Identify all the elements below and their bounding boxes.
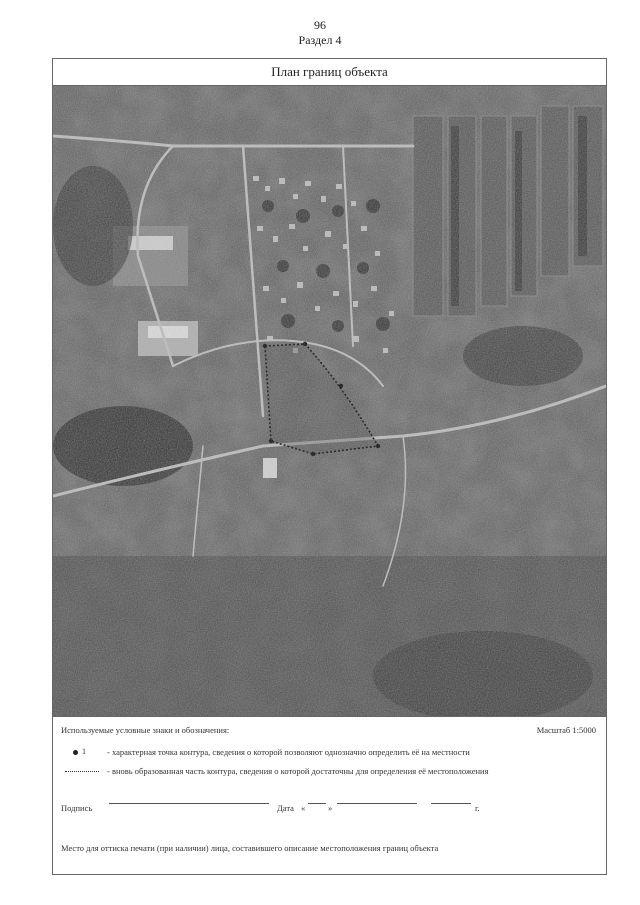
page-number: 96 (314, 18, 326, 32)
date-month-line (337, 803, 417, 804)
signature-line (109, 803, 269, 804)
satellite-image (53, 86, 606, 716)
point-description: - характерная точка контура, сведения о которой позволяют однозначно определить её на местности (107, 747, 470, 757)
plan-title: План границ объекта (53, 59, 606, 86)
legend-title: Используемые условные знаки и обозначения: (61, 725, 230, 735)
date-quote-close: » (328, 803, 333, 813)
satellite-map (53, 86, 606, 716)
scale-label: Масштаб 1:5000 (536, 725, 596, 735)
signature-label: Подпись (61, 803, 93, 813)
date-year-line (431, 803, 471, 804)
plan-frame (52, 58, 607, 875)
section-title: Раздел 4 (298, 33, 342, 47)
line-symbol (61, 766, 105, 778)
stamp-place-text: Место для оттиска печати (при наличии) лица, составившего описание местоположения границ объекта (61, 843, 439, 853)
point-symbol (61, 747, 105, 759)
date-label: Дата (277, 803, 294, 813)
dotted-line-icon (65, 771, 99, 772)
date-quote-open: « (301, 803, 306, 813)
year-suffix: г. (475, 803, 480, 813)
signature-row (61, 803, 601, 817)
point-number: 1 (82, 747, 86, 756)
legend-area (53, 716, 606, 875)
point-dot-icon (73, 750, 78, 755)
date-day-line (308, 803, 326, 804)
line-description: - вновь образованная часть контура, сведения о которой достаточны для определения её местоположения (107, 766, 489, 776)
